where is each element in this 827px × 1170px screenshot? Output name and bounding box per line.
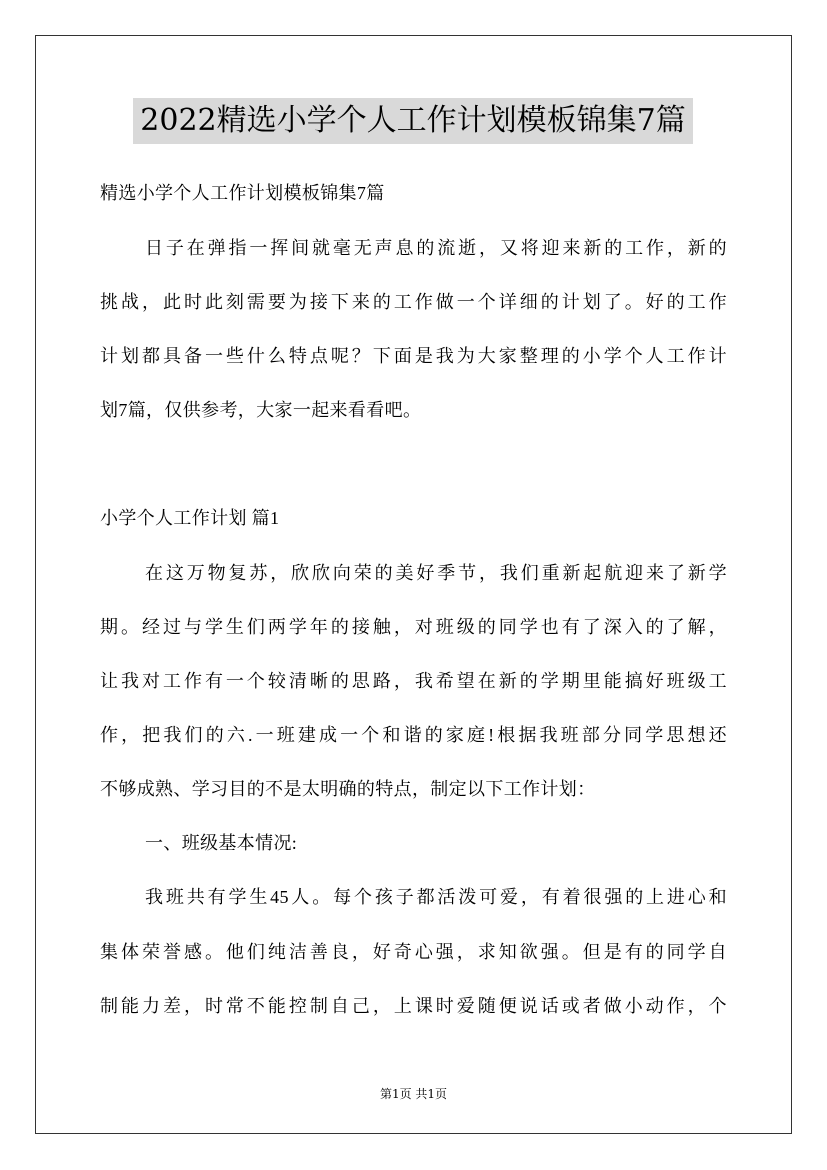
section-line: 期。经过与学生们两学年的接触，对班级的同学也有了深入的了解， [100, 617, 727, 637]
class-line: 我班共有学生45人。每个孩子都活泼可爱，有着很强的上进心和 [145, 887, 727, 907]
intro-line: 划7篇，仅供参考，大家一起来看看吧。 [100, 400, 422, 420]
page-footer: 第1页 共1页 [379, 1087, 448, 1101]
document-subtitle: 精选小学个人工作计划模板锦集7篇 [100, 183, 385, 203]
document-title: 2022精选小学个人工作计划模板锦集7篇 [133, 98, 693, 144]
subheading: 一、班级基本情况: [145, 833, 298, 853]
section-line: 在这万物复苏，欣欣向荣的美好季节，我们重新起航迎来了新学 [145, 563, 727, 583]
class-line: 集体荣誉感。他们纯洁善良，好奇心强，求知欲强。但是有的同学自 [100, 942, 727, 962]
class-line: 制能力差，时常不能控制自己，上课时爱随便说话或者做小动作，个 [100, 996, 727, 1016]
intro-line: 挑战，此时此刻需要为接下来的工作做一个详细的计划了。好的工作 [100, 292, 727, 312]
section-line: 不够成熟、学习目的不是太明确的特点，制定以下工作计划： [100, 779, 596, 799]
intro-line: 日子在弹指一挥间就毫无声息的流逝，又将迎来新的工作，新的 [145, 238, 727, 258]
section-line: 作，把我们的六.一班建成一个和谐的家庭!根据我班部分同学思想还 [100, 725, 727, 745]
section-heading: 小学个人工作计划 篇1 [100, 508, 280, 528]
intro-line: 计划都具备一些什么特点呢？下面是我为大家整理的小学个人工作计 [100, 346, 727, 366]
section-line: 让我对工作有一个较清晰的思路，我希望在新的学期里能搞好班级工 [100, 671, 727, 691]
